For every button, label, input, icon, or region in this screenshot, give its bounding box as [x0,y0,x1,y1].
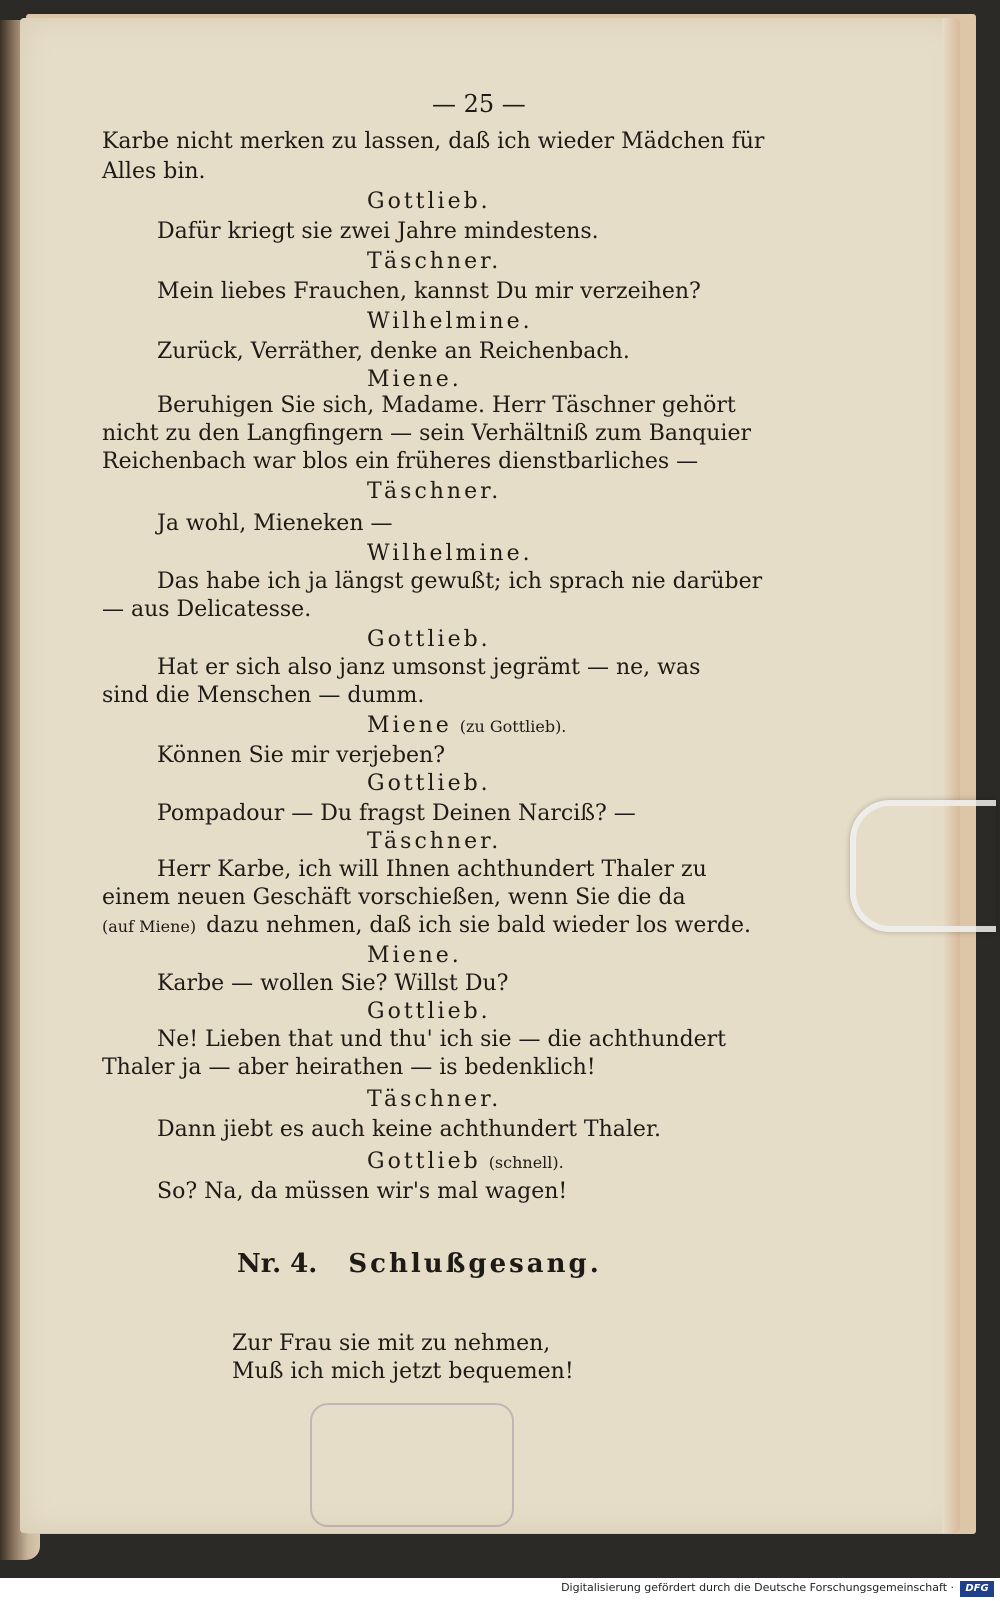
line-text: Gottlieb [367,1149,481,1174]
song-heading [237,1250,602,1278]
song-number: Nr. 4. [237,1249,318,1279]
speaker-name: Täschner. [367,1087,502,1112]
verse-line: Zur Frau sie mit zu nehmen, [232,1331,551,1356]
stage-direction: (zu Gottlieb). [459,717,567,736]
dialogue-line: sind die Menschen — dumm. [102,683,425,708]
book-page [20,18,960,1533]
song-title: Schlußgesang. [348,1249,602,1279]
speaker-name: Wilhelmine. [367,541,533,566]
digitization-credit: Digitalisierung gefördert durch die Deutsche Forschungsgemeinschaft · [561,1581,954,1594]
dialogue-line: Mein liebes Frauchen, kannst Du mir verzeihen? [157,279,701,304]
speaker-name: Täschner. [367,479,502,504]
dialogue-line: Karbe — wollen Sie? Willst Du? [157,971,509,996]
dialogue-line: Thaler ja — aber heirathen — is bedenklich! [102,1055,596,1080]
speaker-name: Gottlieb. [367,627,491,652]
verse-line: Muß ich mich jetzt bequemen! [232,1359,574,1384]
dialogue-line: Zurück, Verräther, denke an Reichenbach. [157,339,630,364]
line-text: dazu nehmen, daß ich sie bald wieder los werde. [206,913,752,938]
footer-credit-bar [0,1578,1000,1601]
dialogue-line: Dann jiebt es auch keine achthundert Thaler. [157,1117,662,1142]
dialogue-line: So? Na, da müssen wir's mal wagen! [157,1179,568,1204]
dialogue-line: Pompadour — Du fragst Deinen Narciß? — [157,801,636,826]
dialogue-line [102,912,751,941]
dialogue-line: — aus Delicatesse. [102,597,312,622]
speaker-name: Wilhelmine. [367,309,533,334]
dialogue-line: einem neuen Geschäft vorschießen, wenn Sie die da [102,885,686,910]
dialogue-line: Alles bin. [102,159,206,184]
dialogue-line: nicht zu den Langfingern — sein Verhältniß zum Banquier [102,421,751,446]
dialogue-line: Karbe nicht merken zu lassen, daß ich wieder Mädchen für [102,129,765,154]
speaker-name: Täschner. [367,249,502,274]
stage-direction: (schnell). [488,1153,564,1172]
page-edge [942,18,960,1533]
speaker-name: Miene. [367,943,462,968]
paper-clip [850,800,996,932]
line-text: Miene [367,713,452,738]
speaker-name [367,1148,564,1177]
dialogue-line: Hat er sich also janz umsonst jegrämt — ne, was [157,655,701,680]
speaker-name: Miene. [367,367,462,392]
dialogue-line: Dafür kriegt sie zwei Jahre mindestens. [157,219,599,244]
speaker-name: Gottlieb. [367,771,491,796]
page-number: — 25 — [432,90,526,118]
speaker-name: Gottlieb. [367,189,491,214]
dialogue-line: Können Sie mir verjeben? [157,743,446,768]
speaker-name: Täschner. [367,829,502,854]
dialogue-line: Ja wohl, Mieneken — [157,511,393,536]
speaker-name [367,712,566,741]
speaker-name: Gottlieb. [367,999,491,1024]
library-stamp [310,1403,514,1527]
dialogue-line: Das habe ich ja längst gewußt; ich sprach nie darüber [157,569,763,594]
dialogue-line: Reichenbach war blos ein früheres dienstbarliches — [102,449,699,474]
dialogue-line: Beruhigen Sie sich, Madame. Herr Täschner gehört [157,393,736,418]
dialogue-line: Ne! Lieben that und thu' ich sie — die achthundert [157,1027,727,1052]
dialogue-line: Herr Karbe, ich will Ihnen achthundert Thaler zu [157,857,707,882]
dfg-logo: DFG [960,1581,994,1597]
stage-direction: (auf Miene) [102,917,197,936]
